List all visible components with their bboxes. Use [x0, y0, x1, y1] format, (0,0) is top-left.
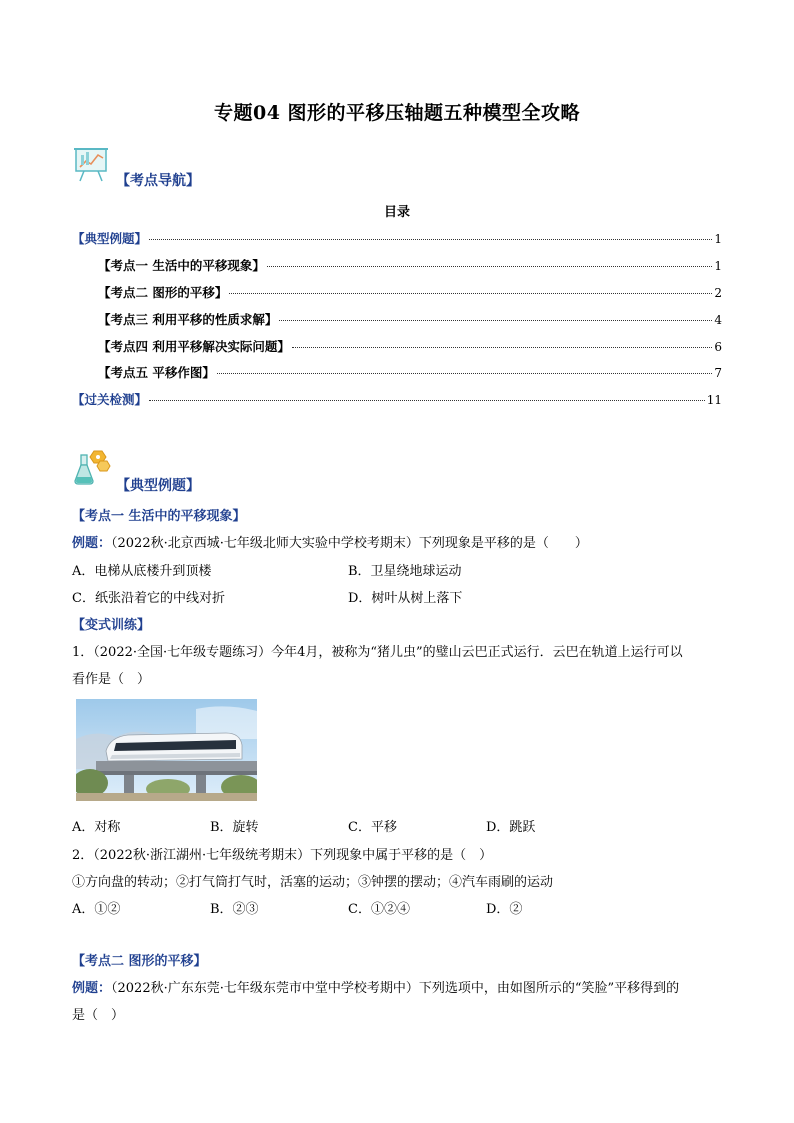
toc-item-topic3[interactable]: 【考点三 利用平移的性质求解】 4 — [98, 312, 722, 327]
toc-item-topic5[interactable]: 【考点五 平移作图】 7 — [98, 365, 722, 380]
topic2-example-line2: 是（ ） — [72, 1008, 125, 1023]
toc-title: 目录 — [383, 205, 410, 220]
q1-option-b[interactable]: B．旋转 — [210, 820, 259, 835]
option-c[interactable]: C．纸张沿着它的中线对折 — [72, 591, 225, 606]
option-d[interactable]: D．树叶从树上落下 — [348, 591, 463, 606]
q1-option-c[interactable]: C．平移 — [348, 820, 397, 835]
presentation-board-icon — [72, 143, 112, 183]
question-2-line1: 2．（2022秋·浙江湖州·七年级统考期末）下列现象中属于平移的是（ ） — [72, 848, 493, 863]
toc-item-topic1[interactable]: 【考点一 生活中的平移现象】 1 — [98, 258, 722, 273]
q2-option-d[interactable]: D．② — [486, 902, 523, 917]
topic2-heading: 【考点二 图形的平移】 — [72, 954, 207, 969]
topic1-example: 例题：（2022秋·北京西城·七年级北师大实验中学校考期末）下列现象是平移的是（ ） — [72, 536, 588, 551]
toc-item-topic4[interactable]: 【考点四 利用平移解决实际问题】 6 — [98, 339, 722, 354]
toc-item-examples[interactable]: 【典型例题】 1 — [72, 231, 722, 246]
q2-option-c[interactable]: C．①②④ — [348, 902, 410, 917]
question-2-line2: ①方向盘的转动；②打气筒打气时，活塞的运动；③钟摆的摆动；④汽车雨刷的运动 — [72, 875, 554, 890]
nav-heading: 【考点导航】 — [116, 173, 200, 189]
monorail-train-photo — [76, 699, 257, 801]
q2-option-b[interactable]: B．②③ — [210, 902, 259, 917]
question-1-line2: 看作是（ ） — [72, 672, 151, 687]
topic2-example-line1: 例题：（2022秋·广东东莞·七年级东莞市中堂中学校考期中）下列选项中，由如图所示的“笑脸”平移得到的 — [72, 981, 680, 996]
toc-item-review[interactable]: 【过关检测】 11 — [72, 392, 722, 407]
page-title: 专题04 图形的平移压轴题五种模型全攻略 — [213, 102, 581, 124]
q2-option-a[interactable]: A．①② — [72, 902, 121, 917]
q1-option-a[interactable]: A．对称 — [72, 820, 121, 835]
q1-option-d[interactable]: D．跳跃 — [486, 820, 536, 835]
examples-heading: 【典型例题】 — [116, 478, 200, 494]
topic1-heading: 【考点一 生活中的平移现象】 — [72, 509, 246, 524]
question-1-line1: 1．（2022·全国·七年级专题练习）今年4月，被称为“猪儿虫”的璧山云巴正式运行．云巴在轨道上运行可以 — [72, 645, 683, 660]
option-a[interactable]: A．电梯从底楼升到顶楼 — [72, 564, 212, 579]
chemistry-flask-icon — [72, 447, 112, 487]
toc-item-topic2[interactable]: 【考点二 图形的平移】 2 — [98, 285, 722, 300]
variant-heading: 【变式训练】 — [72, 618, 151, 633]
option-b[interactable]: B．卫星绕地球运动 — [348, 564, 462, 579]
